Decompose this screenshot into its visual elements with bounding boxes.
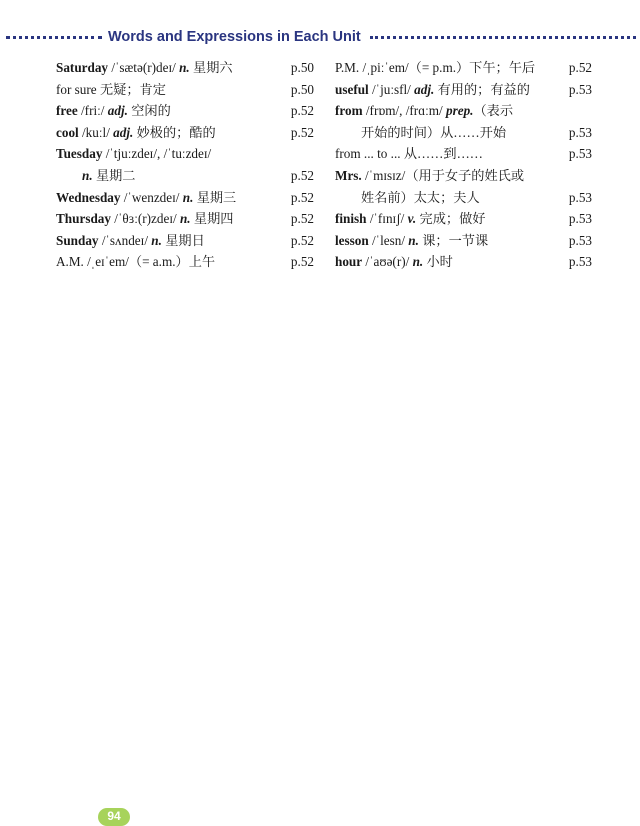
vocab-meaning: 星期三 xyxy=(193,189,237,205)
vocab-definition: for sure 无疑；肯定 xyxy=(56,81,166,97)
vocab-entry xyxy=(56,57,314,79)
vocab-entry xyxy=(56,143,314,165)
vocab-meaning: 星期日 xyxy=(161,232,205,248)
vocab-entry-text xyxy=(56,187,236,209)
vocab-entry xyxy=(56,79,314,101)
vocab-meaning: 星期二 xyxy=(92,167,136,183)
vocab-page-ref: p.50 xyxy=(290,81,314,97)
vocab-entry-text xyxy=(56,143,211,165)
vocab-definition: /ˈwenzdeɪ/ xyxy=(120,189,183,205)
header-dots-right xyxy=(370,36,636,39)
vocab-meaning: 星期四 xyxy=(190,211,234,227)
vocab-definition: A.M. /ˌeɪˈem/（= a.m.）上午 xyxy=(56,254,216,270)
vocab-entry xyxy=(335,122,592,144)
vocab-entry-text xyxy=(335,251,453,273)
vocab-part-of-speech: n. xyxy=(151,232,162,248)
right-column xyxy=(335,57,592,273)
vocab-entry-text xyxy=(335,79,530,101)
vocab-entry-text xyxy=(335,230,488,252)
vocab-part-of-speech: n. xyxy=(179,211,191,227)
vocab-meaning: 妙极的；酷的 xyxy=(133,124,216,140)
vocab-page-ref: p.52 xyxy=(290,167,314,183)
vocab-page-ref: p.52 xyxy=(290,189,314,205)
vocab-entry xyxy=(335,208,592,230)
vocab-entry xyxy=(56,100,314,122)
vocab-entry-text xyxy=(335,208,485,230)
vocab-definition: /frɒm/, /frɑːm/ xyxy=(362,103,446,119)
vocab-entry-text xyxy=(335,122,506,144)
vocab-entry-text xyxy=(56,100,171,122)
vocab-part-of-speech: adj. xyxy=(113,124,134,140)
vocab-entry xyxy=(56,165,314,187)
vocab-page-ref: p.52 xyxy=(290,232,314,248)
vocab-meaning: 课；一节课 xyxy=(418,232,489,248)
vocab-entry xyxy=(335,187,592,209)
vocab-entry xyxy=(335,79,592,101)
vocab-word: finish xyxy=(335,211,367,227)
vocab-page-ref: p.52 xyxy=(290,211,314,227)
vocab-definition: /ˈjuːsfl/ xyxy=(368,81,415,97)
vocab-entry-text xyxy=(335,143,483,165)
vocab-entry xyxy=(56,230,314,252)
vocab-entry xyxy=(335,100,592,122)
vocab-page-ref: p.53 xyxy=(568,211,592,227)
vocab-page-ref: p.53 xyxy=(568,189,592,205)
vocab-definition: /ˈmɪsɪz/（用于女子的姓氏或 xyxy=(361,167,525,183)
vocab-page-ref: p.53 xyxy=(568,81,592,97)
vocab-entry xyxy=(335,165,592,187)
vocab-part-of-speech: n. xyxy=(82,167,93,183)
vocab-definition: /ˈfɪnɪʃ/ xyxy=(366,211,408,227)
vocab-entry-text xyxy=(56,122,216,144)
vocab-definition: /ˈtjuːzdeɪ/, /ˈtuːzdeɪ/ xyxy=(102,146,212,162)
vocab-page-ref: p.52 xyxy=(290,124,314,140)
vocab-page-ref: p.52 xyxy=(568,60,592,75)
vocab-entry-text xyxy=(335,100,513,122)
vocab-page-ref: p.52 xyxy=(290,254,314,270)
vocab-word: useful xyxy=(335,81,369,97)
vocab-entry-text xyxy=(56,230,205,252)
vocab-part-of-speech: adj. xyxy=(414,81,435,97)
vocab-word: free xyxy=(56,103,78,119)
vocab-word: lesson xyxy=(335,232,369,248)
vocab-entry xyxy=(335,251,592,273)
vocab-part-of-speech: n. xyxy=(408,232,419,248)
vocab-word: Saturday xyxy=(56,60,109,75)
vocab-definition: /friː/ xyxy=(77,103,108,119)
vocab-definition: /ˈlesn/ xyxy=(368,232,409,248)
vocab-page-ref: p.50 xyxy=(290,60,314,75)
vocab-definition: /ˈsætə(r)deɪ/ xyxy=(108,60,180,75)
vocab-word: Thursday xyxy=(56,211,111,227)
vocab-entry xyxy=(335,143,592,165)
vocab-page-ref: p.53 xyxy=(568,124,592,140)
vocab-page-ref: p.53 xyxy=(568,146,592,162)
vocab-entry-text xyxy=(56,208,233,230)
vocab-meaning: 星期六 xyxy=(189,60,233,75)
header-dots-left xyxy=(6,36,102,39)
vocab-entry xyxy=(335,230,592,252)
vocab-part-of-speech: adj. xyxy=(107,103,128,119)
vocab-definition: /kuːl/ xyxy=(78,124,114,140)
vocab-page-ref: p.52 xyxy=(290,103,314,119)
vocab-part-of-speech: n. xyxy=(412,254,424,270)
vocab-part-of-speech: n. xyxy=(182,189,194,205)
vocab-entry-text xyxy=(56,57,233,79)
vocab-entry xyxy=(56,122,314,144)
vocab-definition: /ˈaʊə(r)/ xyxy=(362,254,413,270)
vocab-meaning: （表示 xyxy=(473,103,514,119)
vocab-entry-text xyxy=(56,165,136,187)
vocab-meaning: 完成；做好 xyxy=(416,211,486,227)
vocab-meaning: 小时 xyxy=(423,254,453,270)
vocab-word: from xyxy=(335,103,363,119)
vocab-entry-text xyxy=(335,57,535,79)
vocab-entry xyxy=(56,251,314,273)
vocab-definition: P.M. /ˌpiːˈem/（= p.m.）下午；午后 xyxy=(335,60,536,75)
left-column xyxy=(56,57,314,273)
vocab-definition: /ˈsʌndeɪ/ xyxy=(98,232,152,248)
vocab-entry xyxy=(56,187,314,209)
vocab-definition: 姓名前）太太；夫人 xyxy=(361,189,480,205)
vocab-part-of-speech: prep. xyxy=(445,103,474,119)
vocab-entry-text xyxy=(56,79,166,101)
vocab-word: Wednesday xyxy=(56,189,121,205)
section-header xyxy=(0,28,640,46)
vocab-word: Sunday xyxy=(56,232,99,248)
vocab-word: hour xyxy=(335,254,363,270)
vocab-word: cool xyxy=(56,124,79,140)
vocab-entry xyxy=(335,57,592,79)
vocab-entry xyxy=(56,208,314,230)
header-title: Words and Expressions in Each Unit xyxy=(108,29,361,45)
vocab-definition: 开始的时间）从……开始 xyxy=(361,124,507,140)
vocab-part-of-speech: v. xyxy=(407,211,417,227)
vocab-word: Tuesday xyxy=(56,146,103,162)
vocab-definition: /ˈθɜː(r)zdeɪ/ xyxy=(110,211,180,227)
vocab-entry-text xyxy=(56,251,215,273)
vocab-word: Mrs. xyxy=(335,167,362,183)
vocab-page-ref: p.53 xyxy=(568,232,592,248)
vocab-page-ref: p.53 xyxy=(568,254,592,270)
vocab-meaning: 有用的；有益的 xyxy=(434,81,530,97)
page-number-badge: 94 xyxy=(98,808,130,826)
vocab-definition: from ... to ... 从……到…… xyxy=(335,146,483,162)
vocab-part-of-speech: n. xyxy=(179,60,190,75)
vocab-entry-text xyxy=(335,187,480,209)
vocab-entry-text xyxy=(335,165,524,187)
vocab-meaning: 空闲的 xyxy=(127,103,171,119)
